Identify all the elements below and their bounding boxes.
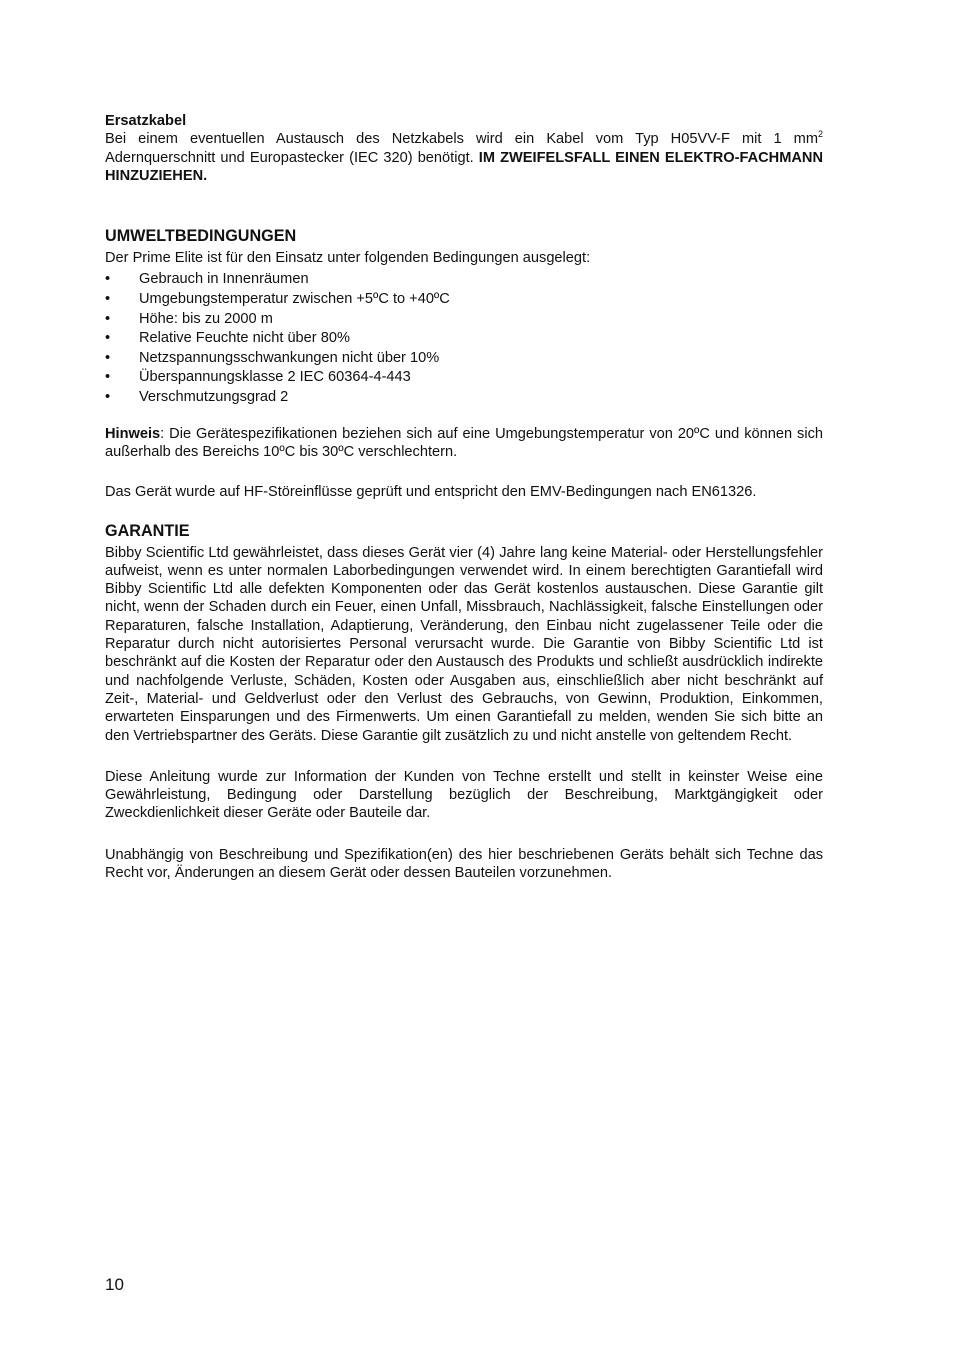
list-item-text: Umgebungstemperatur zwischen +5ºC to +40ºC bbox=[139, 291, 450, 308]
bullet-icon: • bbox=[105, 271, 111, 288]
bullet-icon: • bbox=[105, 330, 111, 347]
list-item bbox=[105, 290, 823, 310]
umwelt-intro: Der Prime Elite ist für den Einsatz unter folgenden Bedingungen ausgelegt: bbox=[105, 250, 591, 267]
emv-statement: Das Gerät wurde auf HF-Störeinflüsse geprüft und entspricht den EMV-Bedingungen nach EN61326. bbox=[105, 484, 757, 501]
note-label: Hinweis bbox=[105, 425, 161, 442]
umwelt-title: UMWELTBEDINGUNGEN bbox=[105, 227, 297, 246]
list-item bbox=[105, 270, 823, 290]
list-item bbox=[105, 368, 823, 388]
list-item bbox=[105, 388, 823, 408]
bullet-icon: • bbox=[105, 291, 111, 308]
bullet-icon: • bbox=[105, 349, 111, 366]
bullet-icon: • bbox=[105, 389, 111, 406]
list-item-text: Überspannungsklasse 2 IEC 60364-4-443 bbox=[139, 369, 411, 386]
umwelt-list bbox=[105, 270, 823, 407]
list-item bbox=[105, 310, 823, 330]
list-item bbox=[105, 349, 823, 369]
ersatzkabel-heading: Ersatzkabel bbox=[105, 113, 187, 129]
list-item-text: Netzspannungsschwankungen nicht über 10% bbox=[139, 349, 440, 366]
list-item-text: Relative Feuchte nicht über 80% bbox=[139, 330, 350, 347]
umwelt-note bbox=[105, 425, 823, 462]
ersatzkabel-text-1: Bei einem eventuellen Austausch des Netzkabels wird ein Kabel vom Typ H05VV-F mit 1 mm bbox=[105, 131, 818, 148]
ersatzkabel-text-2: Adernquerschnitt und Europastecker (IEC 320) benötigt. bbox=[105, 149, 479, 166]
list-item-text: Höhe: bis zu 2000 m bbox=[139, 310, 273, 327]
ersatzkabel-superscript: 2 bbox=[817, 129, 823, 140]
document-page bbox=[105, 112, 823, 882]
garantie-paragraph-3: Unabhängig von Beschreibung und Spezifikation(en) des hier beschriebenen Geräts behält sich Techne das Recht vor, Änderungen an diesem Gerät oder dessen Bauteilen vorzunehmen. bbox=[105, 846, 823, 881]
list-item bbox=[105, 329, 823, 349]
garantie-title: GARANTIE bbox=[105, 521, 190, 540]
page-number: 10 bbox=[105, 1275, 124, 1294]
ersatzkabel-paragraph bbox=[105, 130, 823, 185]
bullet-icon: • bbox=[105, 310, 111, 327]
bullet-icon: • bbox=[105, 369, 111, 386]
note-text: : Die Gerätespezifikationen beziehen sich auf eine Umgebungstemperatur von 20ºC und können sich außerhalb des Bereichs 10ºC bis 30ºC verschlechtern. bbox=[105, 425, 823, 460]
ersatzkabel-warning: IM ZWEIFELSFALL EINEN ELEKTRO-FACHMANN HINZUZIEHEN. bbox=[105, 149, 823, 184]
list-item-text: Verschmutzungsgrad 2 bbox=[139, 389, 289, 406]
list-item-text: Gebrauch in Innenräumen bbox=[139, 271, 309, 288]
garantie-paragraph-1: Bibby Scientific Ltd gewährleistet, dass dieses Gerät vier (4) Jahre lang keine Material- oder Herstellungsfehler aufweist, wenn es unter normalen Laborbedingungen verwendet wird. In einem berechtigten Garantiefall wird Bibby Scientific Ltd alle defekten Komponenten oder das Gerät kostenlos austauschen. Diese Garantie gilt nicht, wenn der Schaden durch ein Feuer, einen Unfall, Missbrauch, Nachlässigkeit, falsche Einstellungen oder Reparaturen, falsche Installation, Adaptierung, Veränderung, den Einbau nicht zugelassener Teile oder die Reparatur durch nicht autorisiertes Personal verursacht wurde. Die Garantie von Bibby Scientific Ltd ist beschränkt auf die Kosten der Reparatur oder den Austausch des Produkts und schließt ausdrücklich indirekte und nachfolgende Verluste, Schäden, Kosten oder Ausgaben aus, einschließlich aber nicht beschränkt auf Zeit-, Material- und Geldverlust oder den Verlust des Gebrauchs, von Gewinn, Produktion, Einkommen, erwarteten Einsparungen und des Firmenwerts. Um einen Garantiefall zu melden, wenden Sie sich bitte an den Vertriebspartner des Geräts. Diese Garantie gilt zusätzlich zu und nicht anstelle von geltendem Recht. bbox=[105, 544, 823, 744]
garantie-paragraph-2: Diese Anleitung wurde zur Information der Kunden von Techne erstellt und stellt in keinster Weise eine Gewährleistung, Bedingung oder Darstellung bezüglich der Beschreibung, Marktgängigkeit oder Zweckdienlichkeit dieser Geräte oder Bauteile dar. bbox=[105, 768, 823, 822]
